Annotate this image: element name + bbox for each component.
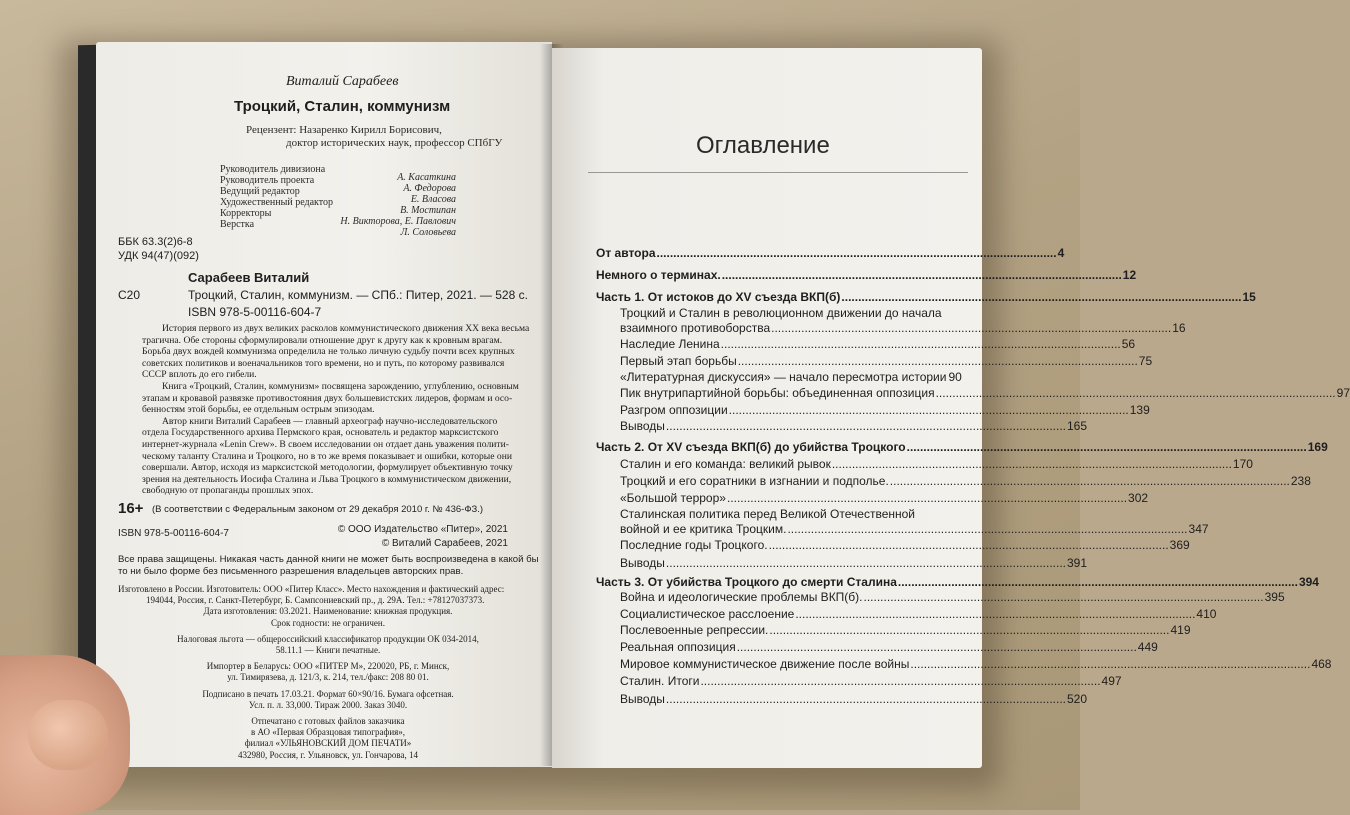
left-page — [96, 42, 552, 767]
toc-entry — [620, 556, 1088, 570]
abstract-line: этапам и кровавой развязке противостояния двух большевистских лидеров, формам и осо- — [142, 392, 513, 404]
toc-entry — [596, 575, 1319, 589]
toc-page-number: 169 — [1307, 440, 1328, 454]
toc-page-number: 449 — [1137, 640, 1158, 654]
toc-entry — [620, 522, 1209, 536]
toc-entry — [620, 386, 1350, 400]
table-of-contents — [552, 48, 1350, 768]
toc-dot-leader: ........................................................................................................................ — [720, 337, 1121, 351]
toc-entry — [620, 657, 1332, 671]
credit-role: Руководитель проекта — [220, 175, 315, 186]
credit-role: Руководитель дивизиона — [220, 164, 326, 175]
toc-entry — [620, 507, 956, 521]
toc-page-number: 468 — [1311, 657, 1332, 671]
toc-entry-title: Часть 2. От XV съезда ВКП(б) до убийства Троцкого — [596, 440, 906, 454]
toc-dot-leader: ........................................................................................................................ — [736, 640, 1137, 654]
imprint-line: Срок годности: не ограничен. — [271, 617, 385, 628]
imprint — [118, 584, 538, 761]
toc-dot-leader: ........................................................................................................................ — [787, 522, 1188, 536]
toc-dot-leader: ........................................................................................................................ — [910, 657, 1311, 671]
credit-role: Верстка — [220, 219, 255, 230]
toc-dot-leader: ........................................................................................................................ — [771, 321, 1172, 335]
toc-entry-title: Последние годы Троцкого. — [620, 538, 768, 552]
toc-page-number: 369 — [1169, 538, 1190, 552]
toc-entry-title: Пик внутрипартийной борьбы: объединенная оппозиция — [620, 386, 935, 400]
abstract-line: зрения на деятельность Иосифа Сталина и Льва Троцкого в коммунистическом движении, — [142, 473, 512, 485]
credit-role: Художественный редактор — [220, 197, 333, 208]
toc-entry — [596, 268, 1137, 282]
toc-entry — [620, 607, 1217, 621]
toc-entry-title: Война и идеологические проблемы ВКП(б). — [620, 590, 863, 604]
catalog-code: С20 — [118, 288, 141, 302]
toc-dot-leader: ........................................................................................................................ — [665, 419, 1066, 433]
toc-page-number: 97 — [1336, 386, 1350, 400]
imprint-line: 432980, Россия, г. Ульяновск, ул. Гончарова, 14 — [237, 749, 419, 760]
toc-page-number: 16 — [1172, 321, 1186, 335]
toc-entry-title: Троцкий и его соратники в изгнании и подполье. — [620, 474, 889, 488]
toc-dot-leader: ........................................................................................................................ — [831, 457, 1232, 471]
toc-entry — [620, 674, 1122, 688]
toc-entry-title: Социалистическое расслоение — [620, 607, 795, 621]
toc-entry-title: «Литературная дискуссия» — начало пересмотра истории — [620, 370, 947, 384]
toc-entry-title: Первый этап борьбы — [620, 354, 737, 368]
credit-role: Ведущий редактор — [220, 186, 300, 197]
toc-entry-title: Реальная оппозиция — [620, 640, 736, 654]
toc-entry — [596, 246, 1065, 260]
credits-names — [286, 172, 456, 238]
book-title: Троцкий, Сталин, коммунизм — [234, 98, 451, 115]
toc-dot-leader: ........................................................................................................................ — [665, 556, 1066, 570]
toc-entry — [620, 692, 1088, 706]
toc-page-number: 302 — [1128, 491, 1149, 505]
abstract-line: совершали. Автор, исходя из марксистской методологии, формулирует объективную точку — [142, 462, 513, 474]
copyright-publisher: © ООО Издательство «Питер», 2021 — [337, 524, 508, 535]
toc-page-number: 347 — [1188, 522, 1209, 536]
toc-dot-leader: ........................................................................................................................ — [768, 538, 1169, 552]
toc-dot-leader: ........................................................................................................................ — [897, 575, 1298, 589]
credit-role: Корректоры — [220, 208, 272, 219]
author-heading: Сарабеев Виталий — [188, 270, 310, 285]
credit-name: Е. Власова — [410, 194, 456, 205]
age-rating-note: (В соответствии с Федеральным законом от 29 декабря 2010 г. № 436-ФЗ.) — [152, 504, 484, 515]
toc-dot-leader: ........................................................................................................................ — [656, 246, 1057, 260]
toc-entry — [620, 457, 1253, 471]
credit-name: Л. Соловьева — [400, 227, 456, 238]
toc-entry-title: Троцкий и Сталин в революционном движении до начала — [620, 306, 942, 320]
abstract — [142, 323, 532, 497]
abstract-line: интернет-журнала «Lenin Crew». В своем исследовании он отдает дань уважения полити- — [142, 438, 509, 450]
toc-entry-title: Немного о терминах. — [596, 268, 721, 282]
toc-entry-title: Часть 1. От истоков до XV съезда ВКП(б) — [596, 290, 841, 304]
toc-entry-title: Наследие Ленина — [620, 337, 720, 351]
toc-dot-leader: ........................................................................................................................ — [737, 354, 1138, 368]
toc-entry — [620, 623, 1191, 637]
toc-entry-title: Выводы — [620, 692, 665, 706]
toc-page-number: 4 — [1057, 246, 1065, 260]
imprint-line: филиал «УЛЬЯНОВСКИЙ ДОМ ПЕЧАТИ» — [244, 738, 412, 749]
toc-entry — [620, 474, 1311, 488]
toc-entry-title: Выводы — [620, 556, 665, 570]
age-rating: 16+ — [118, 500, 144, 517]
toc-entry — [620, 370, 962, 384]
toc-entry — [620, 403, 1150, 417]
toc-entry-title: «Большой террор» — [620, 491, 726, 505]
abstract-line: свободную от пропаганды прошлых эпох. — [142, 485, 314, 497]
toc-page-number: 419 — [1170, 623, 1191, 637]
toc-dot-leader: ........................................................................................................................ — [795, 607, 1196, 621]
toc-page-number: 410 — [1196, 607, 1217, 621]
bbk-code: ББК 63.3(2)6-8 — [118, 236, 193, 248]
copyright-author: © Виталий Сарабеев, 2021 — [381, 538, 508, 549]
toc-dot-leader: ........................................................................................................................ — [935, 386, 1336, 400]
thumb — [28, 700, 108, 770]
toc-dot-leader: ........................................................................................................................ — [769, 623, 1170, 637]
toc-entry — [620, 337, 1136, 351]
toc-dot-leader: ........................................................................................................................ — [721, 268, 1122, 282]
imprint-line: Усл. п. л. 33,000. Тираж 2000. Заказ 3040. — [248, 699, 408, 710]
imprint-line: Налоговая льгота — общероссийский классификатор продукции ОК 034-2014, — [177, 633, 479, 644]
imprint-line: Отпечатано с готовых файлов заказчика — [251, 716, 405, 727]
toc-page-number: 520 — [1066, 692, 1088, 706]
toc-dot-leader: ........................................................................................................................ — [906, 440, 1307, 454]
toc-page-number: 497 — [1101, 674, 1122, 688]
toc-page-number: 15 — [1242, 290, 1256, 304]
toc-entry-title: Сталин и его команда: великий рывок — [620, 457, 831, 471]
isbn-top: ISBN 978-5-00116-604-7 — [188, 305, 322, 319]
imprint-line: 194044, Россия, г. Санкт-Петербург, Б. Сампсониевский пр., д. 29А. Тел.: +78127037373. — [146, 595, 485, 606]
rights-line: Все права защищены. Никакая часть данной книги не может быть воспроизведена в какой бы — [118, 554, 539, 565]
toc-dot-leader: ........................................................................................................................ — [726, 491, 1128, 505]
credit-name: В. Мостипан — [400, 205, 456, 216]
toc-dot-leader: ........................................................................................................................ — [841, 290, 1242, 304]
toc-entry — [620, 491, 1149, 505]
toc-page-number: 12 — [1122, 268, 1137, 282]
toc-page-number: 139 — [1129, 403, 1150, 417]
toc-page-number: 395 — [1264, 590, 1285, 604]
toc-entry-title: Мировое коммунистическое движение после войны — [620, 657, 910, 671]
toc-entry-title: Выводы — [620, 419, 665, 433]
abstract-line: История первого из двух великих расколов коммунистического движения XX века весьма — [162, 323, 530, 334]
toc-page-number: 75 — [1138, 354, 1153, 368]
toc-dot-leader: ........................................................................................................................ — [889, 474, 1290, 488]
toc-entry-title: Послевоенные репрессии. — [620, 623, 769, 637]
abstract-line: ческому таланту Сталина и Троцкого, но в то же время показывает и ошибки, которые они — [142, 450, 512, 462]
imprint-line: Изготовлено в России. Изготовитель: ООО «Питер Класс». Место нахождения и фактический адрес: — [118, 584, 505, 594]
toc-dot-leader: ........................................................................................................................ — [700, 674, 1101, 688]
toc-dot-leader: ........................................................................................................................ — [728, 403, 1129, 417]
isbn-bottom: ISBN 978-5-00116-604-7 — [118, 528, 229, 539]
credit-name: Н. Викторова, Е. Павлович — [340, 216, 456, 227]
abstract-line: отдела Государственного архива Пермского края, основатель и редактор марксистского — [142, 427, 499, 439]
toc-entry-title: Сталин. Итоги — [620, 674, 700, 688]
toc-entry — [620, 306, 956, 320]
imprint-line: в АО «Первая Образцовая типография», — [250, 727, 406, 738]
credit-name: А. Федорова — [403, 183, 456, 194]
abstract-line: бенностям этой борьбы, ее отдельным острым эпизодам. — [142, 404, 375, 416]
imprint-line: Дата изготовления: 03.2021. Наименование: книжная продукция. — [203, 606, 453, 617]
toc-page-number: 238 — [1290, 474, 1311, 488]
reviewer-line: Рецензент: Назаренко Кирилл Борисович, — [246, 124, 442, 136]
abstract-line: Книга «Троцкий, Сталин, коммунизм» посвящена зарождению, углублению, основным — [162, 380, 519, 392]
toc-entry-title: Сталинская политика перед Великой Отечественной — [620, 507, 915, 521]
toc-entry — [620, 419, 1088, 433]
toc-entry — [596, 290, 1256, 304]
toc-page-number: 394 — [1298, 575, 1319, 589]
toc-entry — [620, 640, 1158, 654]
abstract-line: трагична. Обе стороны сформулировали отношение друг к другу как к кровным врагам. — [142, 334, 503, 346]
udk-code: УДК 94(47)(092) — [118, 250, 199, 262]
author-name: Виталий Сарабеев — [286, 74, 399, 89]
toc-page-number: 90 — [948, 370, 962, 384]
toc-entry-title: взаимного противоборства — [620, 321, 771, 335]
toc-entry — [620, 354, 1153, 368]
right-page — [552, 48, 1350, 768]
toc-dot-leader: ........................................................................................................................ — [863, 590, 1264, 604]
toc-heading: Оглавление — [696, 132, 830, 159]
toc-entry — [620, 538, 1190, 552]
toc-page-number: 170 — [1232, 457, 1253, 471]
toc-entry — [620, 321, 1186, 335]
imprint-line: 58.11.1 — Книги печатные. — [275, 645, 381, 656]
rights-line: то ни было форме без письменного разрешения владельцев авторских прав. — [118, 566, 464, 577]
toc-entry-title: Часть 3. От убийства Троцкого до смерти Сталина — [596, 575, 897, 589]
toc-page-number: 165 — [1066, 419, 1088, 433]
toc-entry-title: Разгром оппозиции — [620, 403, 728, 417]
reviewer-degree: доктор исторических наук, профессор СПбГУ — [286, 137, 503, 149]
toc-page-number: 56 — [1121, 337, 1136, 351]
toc-entry — [596, 440, 1328, 454]
abstract-line: СССР вплоть до его гибели. — [142, 369, 257, 381]
imprint-line: Подписано в печать 17.03.21. Формат 60×90/16. Бумага офсетная. — [202, 688, 454, 699]
toc-entry — [620, 590, 1285, 604]
toc-entry-title: войной и ее критика Троцким. — [620, 522, 787, 536]
abstract-line: Борьба двух вождей коммунизма определила не только личную судьбу почти всех крупных — [142, 346, 515, 358]
toc-entry-title: От автора — [596, 246, 656, 260]
toc-dot-leader: ........................................................................................................................ — [665, 692, 1066, 706]
abstract-line: Автор книги Виталий Сарабеев — главный археограф научно-исследовательского — [162, 415, 498, 427]
bibliographic-line: Троцкий, Сталин, коммунизм. — СПб.: Питер, 2021. — 528 с. — [188, 288, 528, 302]
abstract-line: советских политиков и военачальников того времени, но и путь, по которому развивался — [142, 357, 505, 369]
toc-page-number: 391 — [1066, 556, 1088, 570]
credit-name: А. Касаткина — [397, 172, 456, 183]
imprint-line: ул. Тимирязева, д. 121/3, к. 214, тел./факс: 208 80 01. — [227, 672, 429, 683]
imprint-line: Импортер в Беларусь: ООО «ПИТЕР М», 220020, РБ, г. Минск, — [206, 661, 450, 672]
